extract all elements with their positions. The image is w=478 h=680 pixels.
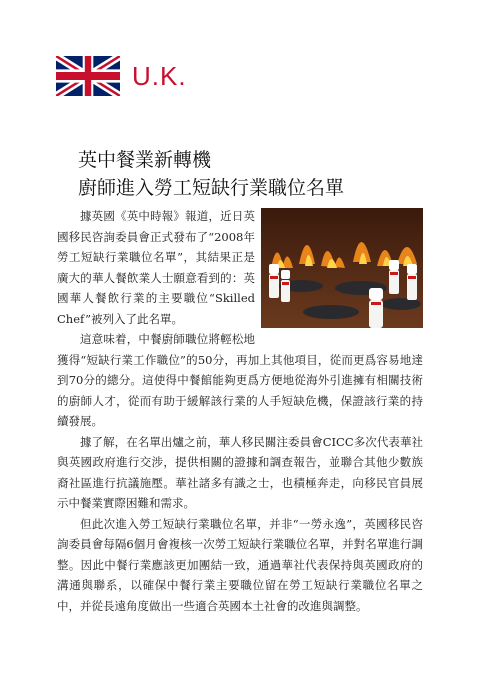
paragraph-1: 據英國《英中時報》報道，近日英國移民咨詢委員會正式發布了“2008年勞工短缺行業職位名單”，其結果正是廣大的華人餐飲業人士願意看到的：英國華人餐飲行業的主要職位“Skilled Chef”被列入了此名單。 bbox=[57, 209, 255, 326]
paragraph-4: 但此次進入勞工短缺行業職位名單，并非“一勞永逸”，英國移民咨詢委員會每隔6個月會複核一次勞工短缺行業職位名單，并對名單進行調整。因此中餐行業應該更加團結一致，通過華社代表保持與英國政府的溝通與聯系，以確保中餐行業主要職位留在勞工短缺行業職位名單之中，并從長遠角度做出一些適合英國本土社會的改進與調整。 bbox=[57, 516, 423, 613]
title-line-1: 英中餐業新轉機 bbox=[78, 149, 212, 171]
article-title bbox=[78, 146, 344, 202]
paragraph-3: 據了解，在名單出爐之前，華人移民關注委員會CICC多次代表華社與英國政府進行交涉，提供相關的證據和調查報告，並聯合其他少數族裔社區進行抗議施壓。華社諸多有識之士，也積極奔走，向移民官員展示中餐業實際困難和需求。 bbox=[57, 434, 423, 510]
title-line-2: 廚師進入勞工短缺行業職位名單 bbox=[78, 177, 345, 199]
union-jack-flag-icon bbox=[56, 56, 120, 96]
article-body bbox=[57, 206, 423, 616]
country-label: U.K. bbox=[132, 61, 187, 91]
paragraph-2: 這意味着，中餐廚師職位將輕松地獲得“短缺行業工作職位”的50分，再加上其他項目，從而更爲容易地達到70分的總分。這使得中餐館能夠更爲方便地從海外引進擁有相關技術的廚師人才，從而有助于緩解該行業的人手短缺危機，保證該行業的持續發展。 bbox=[57, 332, 423, 428]
page-header bbox=[56, 56, 187, 96]
chefs-cooking-photo bbox=[261, 208, 423, 328]
